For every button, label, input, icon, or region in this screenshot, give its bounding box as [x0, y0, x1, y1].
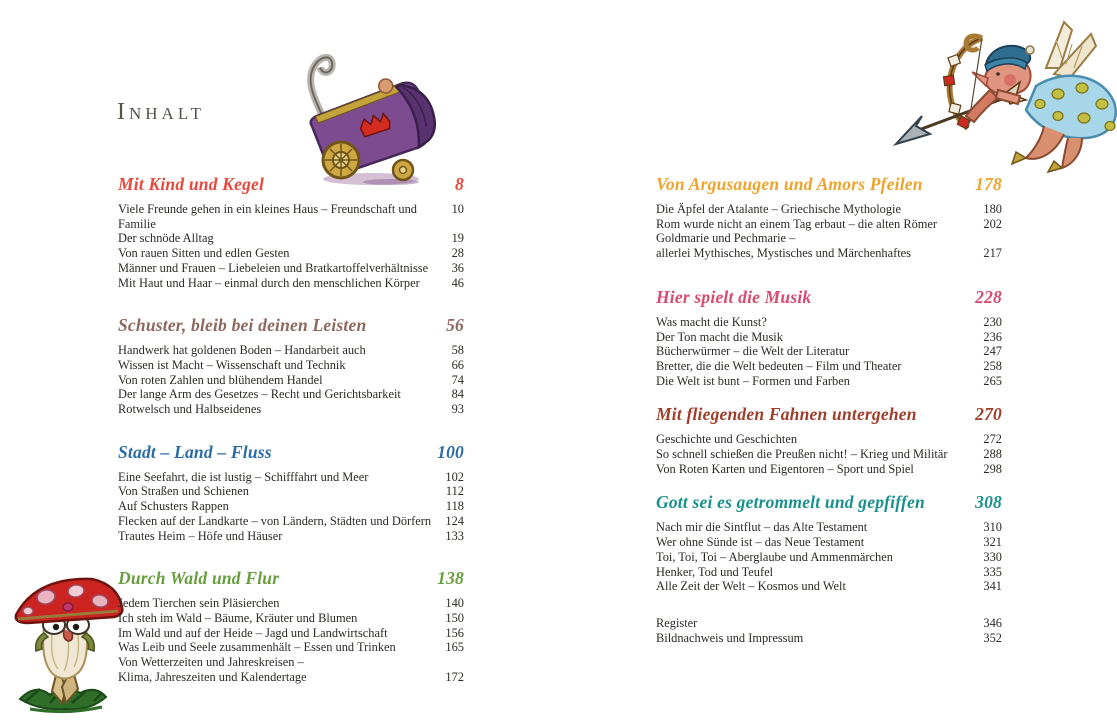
entry-page-number: 58 — [451, 343, 464, 358]
entry-title: Auf Schusters Rappen — [118, 499, 229, 514]
toc-entry — [118, 276, 464, 291]
toc-section — [118, 313, 464, 417]
entry-page-number: 133 — [445, 528, 464, 543]
entry-title: Von Wetterzeiten und Jahreskreisen – — [118, 655, 304, 670]
entry-page-number: 288 — [983, 447, 1002, 462]
entry-title: Geschichte und Geschichten — [656, 432, 798, 447]
toc-footer-entry — [656, 631, 1002, 646]
section-title: Schuster, bleib bei deinen Leisten — [118, 315, 367, 336]
section-header — [118, 440, 464, 464]
entry-page-number: 66 — [451, 357, 464, 372]
page-title: Inhalt — [117, 99, 206, 125]
entry-title: Rotwelsch und Halbseidenes — [118, 402, 262, 417]
toc-entry — [118, 402, 464, 417]
entry-title: Von Roten Karten und Eigentoren – Sport und Spiel — [656, 461, 914, 476]
toc-entry — [118, 261, 464, 276]
entry-page-number: 272 — [983, 432, 1002, 447]
entry-title: Nach mir die Sintflut – das Alte Testament — [656, 520, 868, 535]
section-header — [656, 402, 1002, 426]
entry-title: Viele Freunde gehen in ein kleines Haus – Freundschaft und Familie — [118, 202, 417, 231]
section-header — [118, 566, 464, 590]
entry-title: Bretter, die die Welt bedeuten – Film und Theater — [656, 358, 902, 373]
toc-section — [656, 402, 1002, 476]
toc-entry — [656, 447, 1002, 462]
entry-page-number: 36 — [451, 260, 464, 275]
toc-entry — [656, 231, 1002, 246]
toc-entry — [118, 655, 464, 670]
toc-column-left — [118, 172, 464, 707]
toc-entry — [118, 611, 464, 626]
entry-page-number: 28 — [451, 246, 464, 261]
entry-title: Toi, Toi, Toi – Aberglaube und Ammenmärchen — [656, 549, 893, 564]
entry-page-number: 74 — [451, 372, 464, 387]
entry-title: Männer und Frauen – Liebeleien und Bratkartoffelverhältnisse — [118, 260, 429, 275]
section-page-number: 178 — [975, 174, 1002, 194]
toc-entry — [118, 343, 464, 358]
entry-page-number: 124 — [445, 513, 464, 528]
entry-page-number: 247 — [983, 344, 1002, 359]
entry-title: Rom wurde nicht an einem Tag erbaut – die alten Römer — [656, 216, 938, 231]
toc-entry — [118, 529, 464, 544]
entry-page-number: 172 — [445, 669, 464, 684]
entry-page-number: 46 — [451, 275, 464, 290]
entry-page-number: 102 — [445, 469, 464, 484]
toc-footer-entry — [656, 616, 1002, 631]
toc-entry — [656, 374, 1002, 389]
entry-title: Der schnöde Alltag — [118, 231, 214, 246]
section-page-number: 138 — [437, 568, 464, 589]
toc-section — [118, 172, 464, 290]
toc-section — [656, 285, 1002, 389]
entry-title: Von rauen Sitten und edlen Gesten — [118, 246, 290, 261]
toc-entry — [118, 231, 464, 246]
section-page-number: 270 — [975, 404, 1002, 425]
entry-title: Jedem Tierchen sein Pläsierchen — [118, 596, 280, 611]
entry-title: Von Straßen und Schienen — [118, 484, 249, 499]
mushroom-figure-illustration — [6, 563, 134, 715]
toc-entry — [656, 462, 1002, 477]
baby-pram-illustration — [283, 22, 455, 192]
toc-entry — [118, 246, 464, 261]
entry-title: Register — [656, 615, 698, 630]
toc-entry — [118, 626, 464, 641]
entry-page-number: 93 — [451, 402, 464, 417]
toc-entry — [118, 202, 464, 231]
entry-page-number: 310 — [983, 520, 1002, 535]
entry-page-number: 180 — [983, 202, 1002, 216]
toc-entry — [656, 579, 1002, 594]
toc-section — [118, 440, 464, 544]
entry-page-number: 346 — [983, 615, 1002, 630]
entry-title: Der Ton macht die Musik — [656, 329, 783, 344]
entry-title: Mit Haut und Haar – einmal durch den menschlichen Körper — [118, 275, 420, 290]
section-title: Gott sei es getrommelt und gepfiffen — [656, 492, 925, 513]
entry-page-number: 156 — [445, 625, 464, 640]
entry-title: Ich steh im Wald – Bäume, Kräuter und Blumen — [118, 610, 358, 625]
entry-title: allerlei Mythisches, Mystisches und Märchenhaftes — [656, 246, 911, 261]
toc-entry — [118, 596, 464, 611]
toc-entry — [118, 514, 464, 529]
entry-page-number: 330 — [983, 549, 1002, 564]
section-header — [118, 313, 464, 337]
entry-title: Trautes Heim – Höfe und Häuser — [118, 528, 283, 543]
toc-entry — [656, 202, 1002, 217]
entry-title: Bücherwürmer – die Welt der Literatur — [656, 344, 850, 359]
entry-page-number: 265 — [983, 373, 1002, 388]
toc-entry — [118, 387, 464, 402]
entry-title: Goldmarie und Pechmarie – — [656, 231, 796, 246]
entry-page-number: 236 — [983, 329, 1002, 344]
entry-title: Der lange Arm des Gesetzes – Recht und Gerichtsbarkeit — [118, 387, 401, 402]
entry-page-number: 321 — [983, 535, 1002, 550]
section-header — [118, 172, 464, 196]
entry-title: Die Welt ist bunt – Formen und Farben — [656, 373, 850, 388]
entry-page-number: 230 — [983, 314, 1002, 329]
entry-page-number: 10 — [451, 202, 464, 216]
toc-section — [656, 172, 1002, 261]
entry-page-number: 84 — [451, 387, 464, 402]
section-header — [656, 172, 1002, 196]
entry-title: Wer ohne Sünde ist – das Neue Testament — [656, 535, 865, 550]
entry-page-number: 335 — [983, 564, 1002, 579]
toc-entry — [118, 640, 464, 655]
entry-page-number: 118 — [445, 499, 464, 514]
entry-title: Im Wald und auf der Heide – Jagd und Landwirtschaft — [118, 625, 388, 640]
toc-entry — [118, 484, 464, 499]
entry-title: Was Leib und Seele zusammenhält – Essen und Trinken — [118, 640, 396, 655]
toc-entry — [118, 499, 464, 514]
entry-title: Flecken auf der Landkarte – von Ländern, Städten und Dörfern — [118, 513, 432, 528]
entry-title: Handwerk hat goldenen Boden – Handarbeit auch — [118, 343, 366, 358]
entry-title: So schnell schießen die Preußen nicht! – Krieg und Militär — [656, 447, 948, 462]
section-page-number: 308 — [975, 492, 1002, 513]
entry-title: Was macht die Kunst? — [656, 314, 767, 329]
entry-title: Bildnachweis und Impressum — [656, 630, 804, 645]
toc-column-right — [656, 172, 1002, 645]
entry-page-number: 341 — [983, 579, 1002, 594]
entry-title: Von roten Zahlen und blühendem Handel — [118, 372, 323, 387]
toc-entry — [656, 315, 1002, 330]
entry-title: Eine Seefahrt, die ist lustig – Schifffahrt und Meer — [118, 469, 369, 484]
toc-entry — [656, 432, 1002, 447]
toc-section — [656, 490, 1002, 594]
section-title: Durch Wald und Flur — [118, 568, 280, 589]
entry-page-number: 165 — [445, 640, 464, 655]
entry-title: Alle Zeit der Welt – Kosmos und Welt — [656, 579, 846, 594]
section-header — [656, 285, 1002, 309]
entry-title: Klima, Jahreszeiten und Kalendertage — [118, 669, 307, 684]
entry-page-number: 352 — [983, 630, 1002, 645]
entry-page-number: 202 — [983, 216, 1002, 231]
toc-entry — [118, 670, 464, 685]
toc-section — [118, 566, 464, 684]
entry-page-number: 258 — [983, 358, 1002, 373]
section-page-number: 100 — [437, 441, 464, 462]
toc-entry — [656, 565, 1002, 580]
entry-page-number: 19 — [451, 231, 464, 246]
section-title: Hier spielt die Musik — [656, 286, 812, 307]
entry-page-number: 150 — [445, 610, 464, 625]
section-title: Stadt – Land – Fluss — [118, 441, 272, 462]
toc-entry — [118, 358, 464, 373]
section-page-number: 8 — [455, 174, 464, 194]
section-header — [656, 490, 1002, 514]
entry-title: Wissen ist Macht – Wissenschaft und Technik — [118, 357, 346, 372]
toc-entry — [656, 217, 1002, 232]
toc-entry — [656, 535, 1002, 550]
section-page-number: 56 — [446, 315, 464, 336]
section-title: Von Argusaugen und Amors Pfeilen — [656, 174, 923, 194]
toc-entry — [118, 470, 464, 485]
toc-entry — [656, 520, 1002, 535]
entry-page-number: 217 — [983, 246, 1002, 261]
toc-entry — [656, 550, 1002, 565]
section-title: Mit Kind und Kegel — [118, 174, 265, 194]
toc-footer-block — [656, 616, 1002, 645]
entry-page-number: 298 — [983, 461, 1002, 476]
toc-entry — [656, 344, 1002, 359]
toc-entry — [656, 330, 1002, 345]
entry-title: Die Äpfel der Atalante – Griechische Mythologie — [656, 202, 901, 216]
section-title: Mit fliegenden Fahnen untergehen — [656, 404, 917, 425]
section-page-number: 228 — [975, 286, 1002, 307]
cupid-archer-illustration — [886, 16, 1117, 176]
toc-entry — [656, 246, 1002, 261]
entry-page-number: 140 — [445, 596, 464, 611]
entry-title: Henker, Tod und Teufel — [656, 564, 774, 579]
toc-entry — [118, 373, 464, 388]
toc-entry — [656, 359, 1002, 374]
entry-page-number: 112 — [445, 484, 464, 499]
